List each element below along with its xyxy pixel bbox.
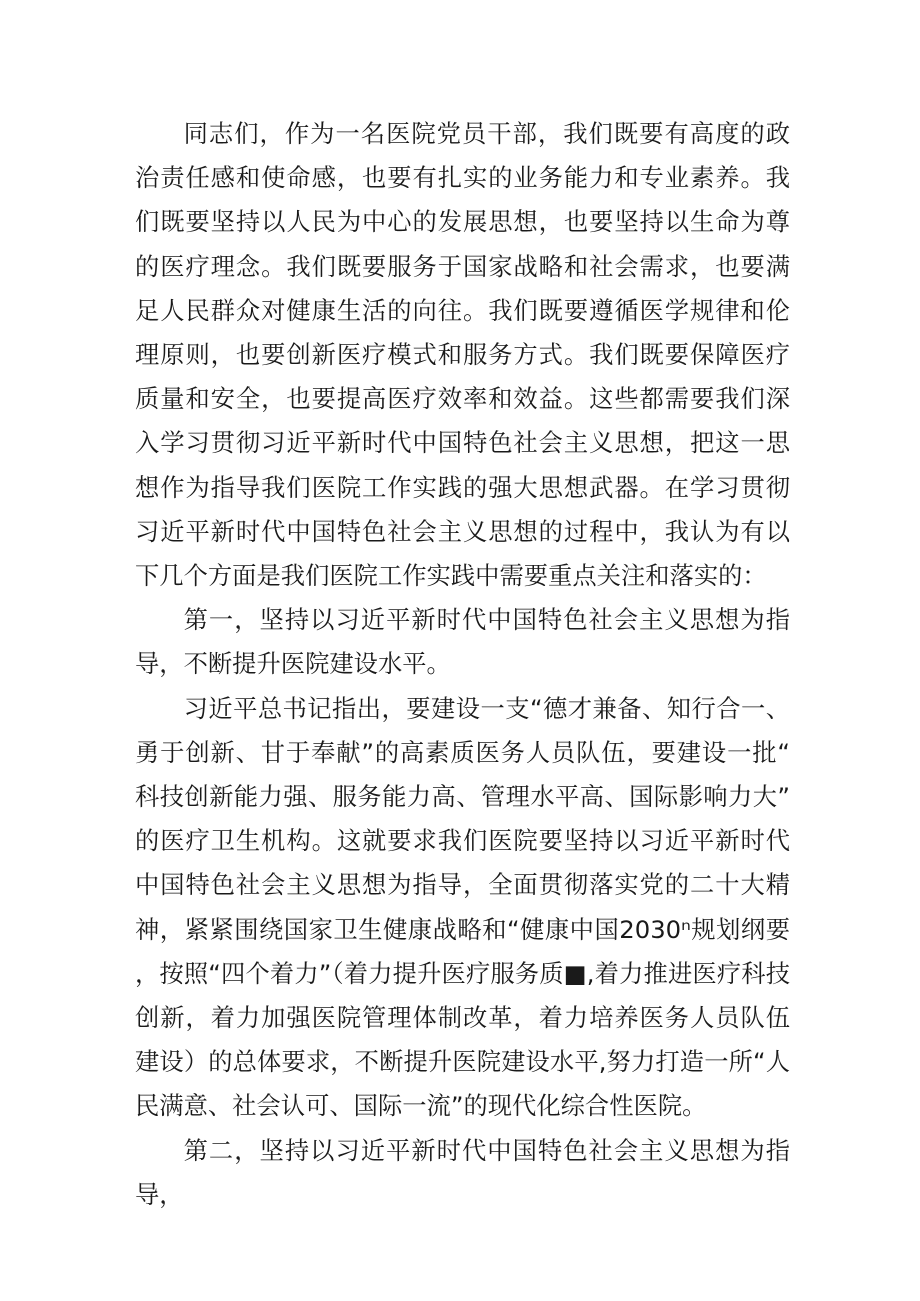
paragraph-point-one-heading: 第一，坚持以习近平新时代中国特色社会主义思想为指导，不断提升医院建设水平。 [135,605,790,679]
document-body [135,112,790,1217]
paragraph-point-one-body: 习近平总书记指出，要建设一支“德才兼备、知行合一、勇于创新、甘于奉献”的高素质医务人员队伍，要建设一批“科技创新能力强、服务能力高、管理水平高、国际影响力大”的医疗卫生机构。这就要求我们医院要坚持以习近平新时代中国特色社会主义思想为指导，全面贯彻落实党的二十大精神，紧紧围绕国家卫生健康战略和“健康中国2030ⁿ规划纲要，按照“四个着力”（着力提升医疗服务质■,着力推进医疗科技创新，着力加强医院管理体制改革，着力培养医务人员队伍建设）的总体要求，不断提升医院建设水平,努力打造一所“人民满意、社会认可、国际一流”的现代化综合性医院。 [135,693,790,1121]
paragraph-point-two-heading: 第二，坚持以习近平新时代中国特色社会主义思想为指导， [135,1135,790,1209]
paragraph-intro: 同志们，作为一名医院党员干部，我们既要有高度的政治责任感和使命感，也要有扎实的业务能力和专业素养。我们既要坚持以人民为中心的发展思想，也要坚持以生命为尊的医疗理念。我们既要服务于国家战略和社会需求，也要满足人民群众对健康生活的向往。我们既要遵循医学规律和伦理原则，也要创新医疗模式和服务方式。我们既要保障医疗质量和安全，也要提高医疗效率和效益。这些都需要我们深入学习贯彻习近平新时代中国特色社会主义思想，把这一思想作为指导我们医院工作实践的强大思想武器。在学习贯彻习近平新时代中国特色社会主义思想的过程中，我认为有以下几个方面是我们医院工作实践中需要重点关注和落实的： [135,119,790,591]
